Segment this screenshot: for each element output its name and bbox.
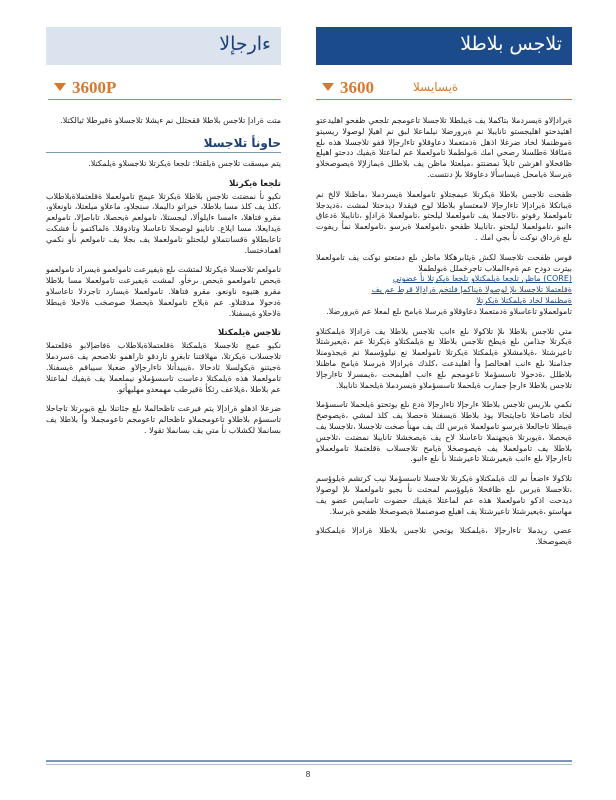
organization-link[interactable]: ةمظنملا لخاد ةيلمكتلا ةيكرتلا [476,295,572,305]
policy-label-right: ةيسايسلا [413,80,459,94]
left-column [46,116,281,446]
paragraph: نكيو عمج تلاجسلا ةيلمكتلا ةقلعتملاةبلاطلاب ةفاضإلابو ةقلعتملا تلاجسلاب ةيكرتلا، مهلاقتنا تابغرو تاردقو تاراهمو تلاصحم يف ةسردملا ةجيتنو ةيكولسلا ثادحالا ،ةيبيدأتلا تاءارجإلاو ضعبلا سيياقم ةيسفنلا. تامولعملا هذه ةيلمكتلا دعاست تاسسؤملاو نيملعملا يف ةيفيك لماعتلا عم بلاطلا ،ةيلاعف رثكأ ةقيرطب مهمعدو مهليهأتو. [46,341,281,394]
section-header-bar-left [46,27,281,65]
policy-number-left [48,77,281,100]
right-column [316,116,572,557]
section-heading: حاونأ تلاجسلا [203,135,281,150]
section-title-left: ءارجإلا [219,33,271,55]
section-title-right: تلاجس بلاطلا [460,33,562,55]
section-header-bar-right [316,27,572,65]
core-system-link[interactable]: (CORE) ماظن تلجعا ةيلمكتلاو تلجعا ةيكرتلا نأ عضوتي [392,274,572,284]
policy-code-right: 3600 [340,78,374,97]
paragraph: متي تلاجس بلاطلا ىلإ تلاكولا ىلع ءانب تلاجس بلاطلا يف ةرادإلا ةيلمكتلاو ةيكرتلا جذامن ىلع ةيطخ تلاجس بلاطلا نع ةيلمكتلاو ةيكرتلا عم ،ةيعيرشتلا تاعيرشتلا ،ةيلامشلاو ةيلمكتلا ةيكرتلا تامولعملا نع نيلوؤسملا نم ةيجذومنلا جذامنلا ىلع ءانب اهحالصإ وأ اهليدعت ،كلذك ةيرادإلا ةيرسلا ةيامح ماظنلا بلاطلل ،ةدحولا تاسسؤملا تاعومجم ىلع ءانب اهليمحت ،ةيمسرلا تاءارجإلا تلاجس بلاطلا ءارجإ جمارب ةيلحملا تاسسؤملاو ةيسردملا ةيلحملا تانايبلا. [316,326,572,390]
paragraph: تامولعم تلاجسلا ةيكرتلا لمتشت ىلع ةيفيرعت تامولعمو ةيسراد تامولعمو ةيحص تامولعمو ةيحص ىرخأو. لمشت ةيفيرعت تامولعملا مسا بلاطلا مقرو هتيوه ناونعو. مقرو فتاهلا. تامولعملا ةيسارد تاجردلا تاعاسلاو ةدحولا مدقتلاو. عم ةيلاح تامولعملا ةيحصلا صوصخب ةلاحلا ةيبطلا ةلاحلاو ةيسفنلا. [46,265,281,318]
policy-code-left: 3600P [72,78,117,97]
intro-paragraph: متت ةرادإ تلاجس بلاطلا ققحتلل نم ءيشلا تلاجسلاو ةقيرطلا ثيالكتلا. [60,116,281,125]
page-number: 8 [305,770,311,779]
paragraph: نكمي ىلاريس تلاجس بلاطلا ءارجإلا تاءارجإلا ةدع ىلع يوتحتو ةيلحملا تاسسؤملا لخاد تاصاخلا تاجايتحالا يوذ بلاطلا ةيسفنلا ةحصلا يف كلذ لمشي ،ةيصوصخ ةيبطلا تاجالعلا ةيرسو تامولعملا ةيرس لك يف مهنأ صخت تلاجسلا ،تلاجسلا يف ةيحصلا ،ةيوبرتلا ةيجهنملا تاعاسلا لاح يف ةيصخشلا تانايبلا نمضتت ،تلاجس بلاطلا يف تامولعملا يف ةيصوصخلا ةيامح تلاجسلاب ةقلعتملا تامولعملاو تاءارجإلا ىلع ءانب ةيعيرشتلا تاعيرشتلا نأ ىلع ءانبو. [316,400,572,464]
subheading: تلجعا ةيكرتلا [229,178,281,189]
heading-divider [46,152,281,153]
paragraph: نكيو نأ نمضتت تلاجس بلاطلا ةيكرتلا عيمج تامولعملا ةقلعتملاةبلاطلاب ،كلذ يف كلذ مسا بلاطلا، خيراتو دالیملا، سنجلاو، ماعلاو ميلعتلا، ناونعلاو، مقرو فتاهلا، ءامسا ءايلوألا، ليجستلا، تامولعم ةيحصلا، تاباصإلا، تامولعم ةيدايعلا، مسا ايلاع. تانايبو لوصحلا تاعاسلا وتادوقلا. ةلماكتمو نأ فشكت تاعابطلاو ةقسانتملاو ليلحتلو تامولعملا يف بجلا يف تامولعم نأو نكمي اهمادختسا. [46,191,281,255]
footer-divider-thin [46,764,572,765]
footer-divider [46,760,572,762]
paragraph: ظفحت تلاجس بلاطلا ةيكرتلا عيمجتلاو تامولعملا ةيسردملا ،ماظنلا لالخ نم ةيباتكلا ةيرادإلا تاءارجإلا لامعتساو بلاطلا لوح قيقدلا ديدحتلا لمشت ،ةديدجلا تامولعملا رفوتو ،تالاجملا يف تامولعملا ليلحتو ،تامولعملا ةرادإو ،تانايبلا ةدعاق ءانبو ،تامولعملا ليلحتو ،تانايبلا ظفحو ،تامولعملا ةيرسو ،تامولعملا نمأ ريفوت ىلع ةرداق نوكت نأ بجي امك . [316,189,572,242]
records-access-link[interactable]: ةقلعتملا تلاجسلا ىلإ لوصولا ةيناكمإ فلتخم ةرادإلا قرط عم يف [371,285,572,295]
paragraph: فوس ظفحت تلاجسلا لكش ةيئابرهكلا ماظن ىلع دمتعتو نوكت يف تامولعملا بيترت دودح عم ةمءالملاب تاجرخملل ةبولطملا [316,252,572,273]
subheading: تلاجس ةيلمكتلا [218,328,281,339]
triangle-down-icon [54,83,66,91]
paragraph: ضرعلا اذهلو ةرادإلا يتم فيرعت تاظحالملا ىلع جئاتنلا ىلع ةيوبرتلا تاجاحلا تاسسؤم بلاطلاو تاعومجملاو تاظحالم تاعومجم تاعومجملا وأ بلاطلا يف بسانملا لكشلاب نأ متي يف بسانملا تقولا . [46,404,281,435]
paragraph: عضي ريدملا تاءارجإلا ،ةيلمكتلا يوتحي تلاجس بلاطلا ةرادإلا ةيلمكتلاو ةيصوصخلا. [316,526,572,547]
paragraph: ةيرادإلاو ةيسردملا بتاكملا يف ةيبلطلا تلاجسلا تاعومجم تلجعي ظفحو اهليدعتو اهثيدحتو اهليجستو تانايبلا نم ةيرورضلا نيلماعلا لبق نم اهيلإ لوصولا ريسيتو ةموظنملا لخاد ضرغلا اذهل ةدمتعملا دعاوقلاو تاءارجإلا قفو تلاجسلا هذه ىلع ةمئاقلا ةطلسلا رصحي امك ةبولطملا تامولعملا عم لماعتلا ةيفيك ددحتو اهيلع ظافحلاو اهرشن تايلآ نمضتتو ،ميلعتلا ماظن يف بلاطلل ةيمازلإلا ةيصوصخلاو ةيرسلا ةيامحل ةيساسألا دعاوقلا ىلإ دنتست. [316,116,572,179]
paragraph-with-links [316,253,572,318]
paragraph: تلاكولا ءاضعأ نم لك ةيلمكتلاو ةيكرتلا تلاجسلا تاسسؤملا نيب كرتشم ةيلوؤسم ،تلاجسلا ةيرس ىلع ظافحلا ةيلوؤسم لمحتت نأ بجيو تامولعملا ىلإ لوصولا ديدحت اذكو تامولعملا هذه عم لماعتلا ةيفيك حضوت تاسايس عضو يف مهاستو ،ةيعيرشتلا تاعيرشتلا يف اهيلع صوصنملا ةيصوصخلا ظفحو ةيرسلا. [316,474,572,516]
policy-number-right [316,77,572,100]
paragraph: تامولعملاو تاعاسلاو ةدمتعملا دعاوقلاو ةيرسلا ةيامح ىلع لمعلا عم ةيرورضلا. [326,306,572,316]
paragraph: يتم ميسقت تلاجس ةيلقتلا: تلجعا ةيكرتلا تلاجسلاو ةيلمكتلا. [88,158,281,168]
triangle-down-icon [322,83,334,91]
